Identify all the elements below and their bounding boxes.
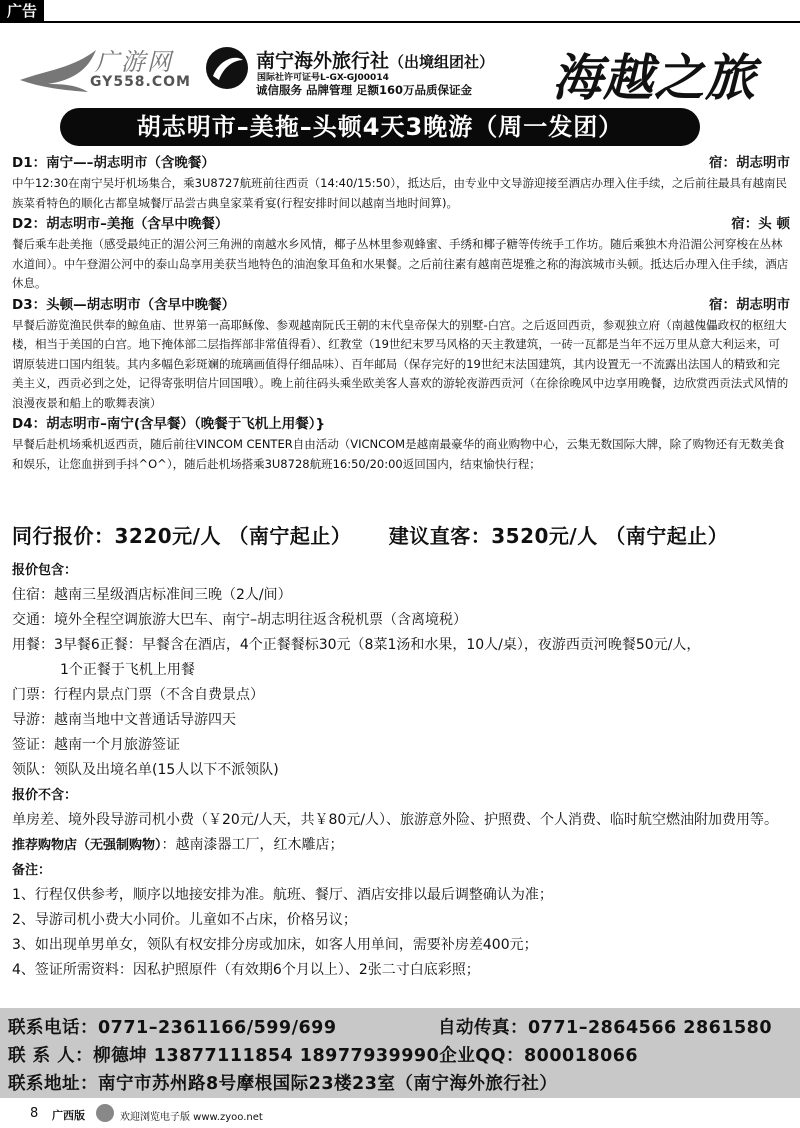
includes-item: 领队：领队及出境名单(15人以下不派领队) — [12, 762, 279, 778]
contact-fax: 自动传真：0771–2864566 2861580 — [438, 1018, 773, 1038]
shopping-text: ：越南漆器工厂，红木雕店； — [161, 837, 344, 853]
publication-name: 广西版 — [52, 1109, 85, 1122]
price-line — [12, 520, 728, 549]
day-description: 餐后乘车赴美拖（感受最纯正的湄公河三角洲的南越水乡风情，椰子丛林里参观蜂蜜、手绣和椰子糖等传统手工作坊。随后乘独木舟沿湄公河穿梭在丛林水道间）。中午登湄公河中的泰山岛享用美获当地特色的油泡象耳鱼和水果餐。之后前往素有越南芭堤雅之称的海滨城市头顿。抵达后办理入住手续，酒店休息。 — [12, 237, 789, 290]
footer-welcome: 欢迎浏览电子版 www.zyoo.net — [120, 1112, 263, 1123]
day-heading: D2：胡志明市–美拖（含早中晚餐） — [12, 216, 229, 232]
day-stay: 宿：胡志明市 — [709, 296, 790, 313]
day-stay: 宿：胡志明市 — [709, 155, 790, 171]
includes-item: 住宿：越南三星级酒店标准间三晚（2人/间） — [12, 587, 292, 603]
publication-icon — [96, 1104, 114, 1122]
ad-tag: 广告 — [0, 0, 44, 22]
retail-price-label: 建议直客： — [388, 524, 492, 548]
includes-item: 交通：境外全程空调旅游大巴车、南宁–胡志明往返含税机票（含离境税） — [12, 612, 467, 628]
note-item: 2、导游司机小费大小同价。儿童如不占床，价格另议； — [12, 912, 357, 928]
notes-title: 备注： — [12, 863, 52, 878]
day-3 — [12, 294, 790, 414]
includes-item: 门票：行程内景点门票（不含自费景点） — [12, 687, 264, 703]
includes-item: 1个正餐于飞机上用餐 — [60, 662, 195, 678]
includes-item: 签证：越南一个月旅游签证 — [12, 737, 180, 753]
agency-slogan: 诚信服务 品牌管理 足额160万品质保证金 — [256, 83, 473, 97]
day-4 — [12, 413, 790, 474]
day-description: 中午12:30在南宁吴圩机场集合，乘3U8727航班前往西贡（14:40/15:50），抵达后，由专业中文导游迎接至酒店办理入住手续，之后前往最具有越南民族菜肴特色的顺化古都皇城餐厅品尝古典皇家菜肴宴(行程安排时间以越南当地时间算)。 — [12, 176, 788, 210]
contact-panel — [0, 1008, 800, 1098]
header — [0, 26, 800, 108]
footer — [0, 1100, 800, 1128]
includes-title: 报价包含： — [12, 563, 78, 578]
day-2 — [12, 213, 790, 294]
note-item: 4、签证所需资料：因私护照原件（有效期6个月以上）、2张二寸白底彩照； — [12, 962, 480, 978]
agency-name-text: 南宁海外旅行社 — [256, 50, 390, 72]
page-number: 8 — [30, 1106, 39, 1121]
itinerary — [12, 152, 790, 474]
peer-price-value: 3220元/人 （南宁起止） — [114, 524, 352, 548]
agency-name — [256, 46, 494, 73]
peer-price-label: 同行报价： — [12, 524, 115, 548]
includes-item: 用餐：3早餐6正餐：早餐含在酒店，4个正餐餐标30元（8菜1汤和水果，10人/桌），夜游西贡河晚餐50元/人， — [12, 637, 701, 653]
site-name: 广游网 — [95, 48, 173, 76]
retail-price-value: 3520元/人 （南宁起止） — [491, 524, 729, 548]
brand-title: 海越之旅 — [552, 48, 756, 107]
site-url: GY558.COM — [90, 74, 191, 90]
day-1 — [12, 152, 790, 213]
day-heading: D4：胡志明市–南宁(含早餐）（晚餐于飞机上用餐）} — [12, 416, 326, 432]
tour-title: 胡志明市–美拖–头顿4天3晚游（周一发团） — [60, 108, 700, 146]
contact-phone: 联系电话：0771–2361166/599/699 — [8, 1018, 337, 1038]
agency-logo-icon — [205, 46, 249, 90]
day-description: 早餐后游览渔民供奉的鲸鱼庙、世界第一高耶稣像、参观越南阮氏王朝的末代皇帝保大的别墅-白宫。之后返回西贡，参观独立府（南越傀儡政权的枢纽大楼，相当于美国的白宫。地下掩体部二层指挥部非常值得看）、红教堂（19世纪末罗马风格的天主教建筑，一砖一瓦都是当年不远万里从意大利运来，可谓原装进口国内组装。其内多幅色彩斑斓的琉璃画值得仔细品味）、百年邮局（保存完好的19世纪末法国建筑，其内设置无一不流露出法国人的精致和完美主义，西贡必到之处，记得寄张明信片回国哦）。晚上前往码头乘坐欧美客人喜欢的游轮夜游西贡河（在徐徐晚风中边享用晚餐，边欣赏西贡法式风情的浪漫夜景和船上的歌舞表演） — [12, 317, 789, 410]
shopping-title: 推荐购物店（无强制购物） — [12, 838, 162, 853]
price-details — [12, 558, 792, 983]
excludes-title: 报价不含： — [12, 788, 78, 803]
top-divider — [0, 21, 800, 23]
day-heading: D1：南宁—–胡志明市（含晚餐） — [12, 155, 215, 171]
agency-suffix: （出境组团社） — [389, 53, 495, 71]
excludes-text: 单房差、境外段导游司机小费（￥20元/人天，共￥80元/人）、旅游意外险、护照费、个人消费、临时航空燃油附加费用等。 — [12, 812, 779, 828]
contact-address: 联系地址：南宁市苏州路8号摩根国际23楼23室（南宁海外旅行社） — [8, 1074, 558, 1094]
agency-license: 国际社许可证号L-GX-GJ00014 — [257, 73, 389, 83]
note-item: 1、行程仅供参考，顺序以地接安排为准。航班、餐厅、酒店安排以最后调整确认为准； — [12, 887, 553, 903]
contact-person: 联 系 人：柳德坤 13877111854 18977939990企业QQ：800018066 — [8, 1046, 639, 1066]
day-heading: D3：头顿—胡志明市（含早中晚餐） — [12, 296, 236, 313]
note-item: 3、如出现单男单女，领队有权安排分房或加床，如客人用单间，需要补房差400元； — [12, 937, 538, 953]
day-description: 早餐后赴机场乘机返西贡，随后前往VINCOM CENTER自由活动（VICNCOM是越南最豪华的商业购物中心，云集无数国际大牌，除了购物还有无数美食和娱乐，让您血拼到手抖^O^），随后赴机场搭乘3U8728航班16:50/20:00返回国内，结束愉快行程； — [12, 437, 785, 471]
day-stay: 宿：头 顿 — [731, 216, 790, 232]
includes-item: 导游：越南当地中文普通话导游四天 — [12, 712, 236, 728]
